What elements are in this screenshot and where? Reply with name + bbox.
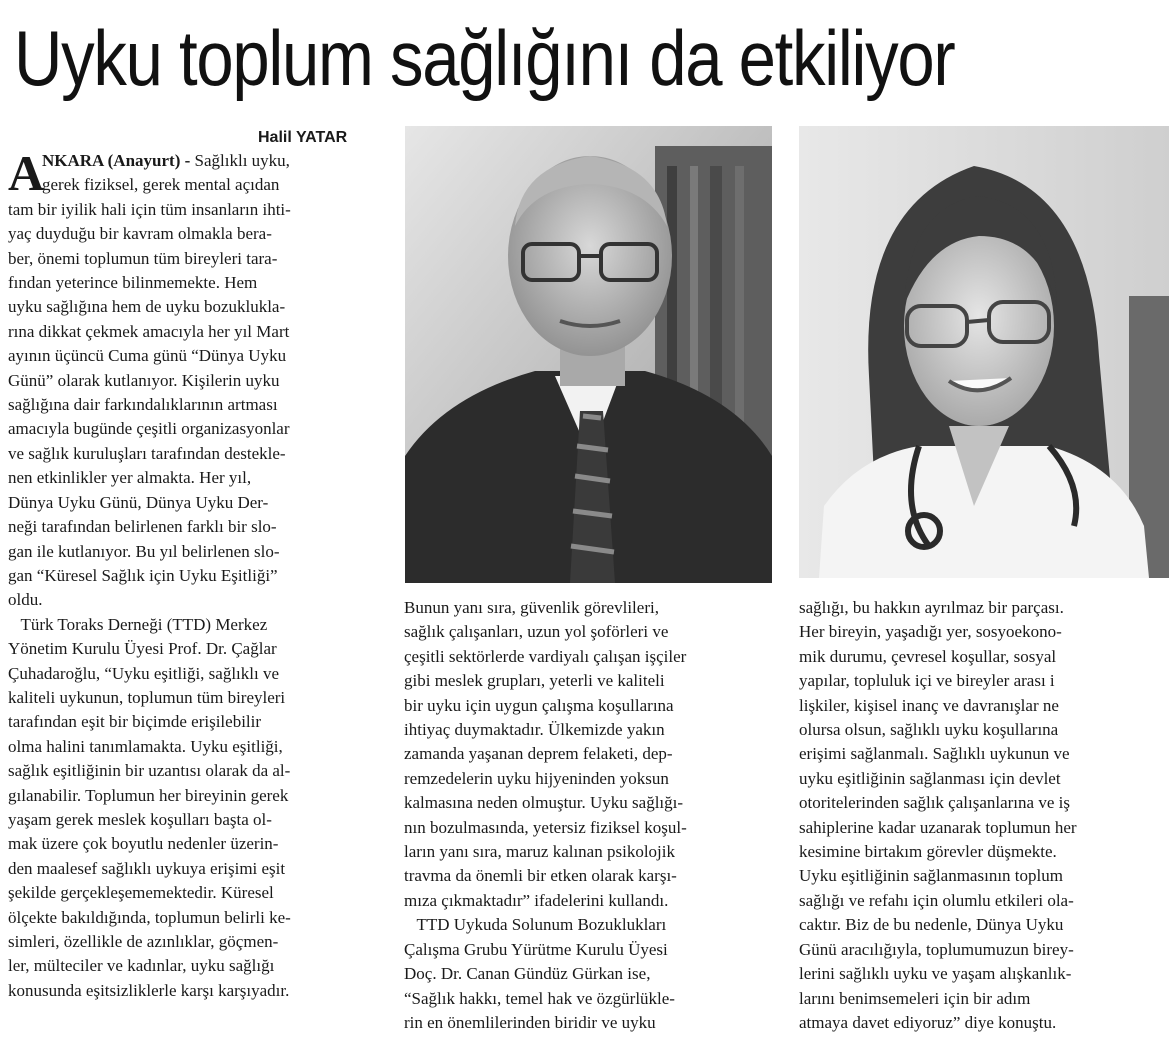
text-line: kaliteli uykunun, toplumun tüm bireyleri	[8, 687, 286, 707]
text-line: Dünya Uyku Günü, Dünya Uyku Der-	[8, 492, 269, 512]
text-line: travma da önemli bir etken olarak karşı-	[404, 866, 677, 886]
text-column-3	[799, 596, 1169, 1035]
text-line: tam bir iyilik hali için tüm insanların ihti-	[8, 199, 291, 219]
text-line: den maalesef sağlıklı uykuya erişimi eşit	[8, 858, 286, 878]
text-line: otoritelerinden sağlık çalışanlarına ve iş	[799, 793, 1070, 813]
text-column-2	[404, 596, 784, 1035]
text-line: konusunda eşitsizliklerle karşı karşıyadır.	[8, 980, 290, 1000]
text-line: caktır. Biz de bu nedenle, Dünya Uyku	[799, 915, 1064, 935]
text-line: gerek fiziksel, gerek mental açıdan	[42, 175, 280, 195]
text-line: TTD Uykuda Solunum Bozuklukları	[404, 915, 667, 935]
text-line: atmaya davet ediyoruz” diye konuştu.	[799, 1012, 1057, 1032]
text-line: ihtiyaç duymaktadır. Ülkemizde yakın	[404, 720, 665, 740]
text-line: Uyku eşitliğinin sağlanmasının toplum	[799, 866, 1063, 886]
text-line: nın bozulmasında, yetersiz fiziksel koşul-	[404, 817, 687, 837]
text-line: gibi meslek grupları, yeterli ve kaliteli	[404, 671, 665, 691]
text-line: bir uyku için uygun çalışma koşullarına	[404, 695, 674, 715]
text-line: gılanabilir. Toplumun her bireyinin gerek	[8, 785, 289, 805]
text-line: ayının üçüncü Cuma günü “Dünya Uyku	[8, 346, 287, 366]
text-line: fından yeterince bilinmemekte. Hem	[8, 273, 258, 293]
text-line: olma halini tanımlamakta. Uyku eşitliği,	[8, 736, 283, 756]
text-line: mik durumu, çevresel koşullar, sosyal	[799, 646, 1057, 666]
text-line: ber, önemi toplumun tüm bireyleri tara-	[8, 248, 278, 268]
dateline: NKARA (Anayurt) -	[42, 151, 191, 170]
text-line: lişkiler, kişisel inanç ve davranışlar ne	[799, 695, 1059, 715]
lead-line	[8, 149, 388, 173]
text-line: Türk Toraks Derneği (TTD) Merkez	[8, 614, 268, 634]
portrait-woman-illustration	[799, 126, 1169, 578]
text-line: sağlık çalışanları, uzun yol şoförleri ve	[404, 622, 669, 642]
text-line: Bunun yanı sıra, güvenlik görevlileri,	[404, 598, 659, 617]
text-line: yaç duyduğu bir kavram olmakla bera-	[8, 224, 272, 244]
text-line: lerini sağlıklı uyku ve yaşam alışkanlık-	[799, 964, 1072, 984]
text-line: uyku sağlığına hem de uyku bozuklukla-	[8, 297, 286, 317]
text-line: şekilde gerçekleşememektedir. Küresel	[8, 883, 274, 903]
portrait-man-illustration	[405, 126, 772, 583]
text-line: rin en önemlilerinden biridir ve uyku	[404, 1012, 656, 1032]
text-line: sahiplerine kadar uzanarak toplumun her	[799, 817, 1077, 837]
text-line: kesimine birtakım görevler düşmekte.	[799, 842, 1057, 862]
text-line: simleri, özellikle de azınlıklar, göçmen-	[8, 932, 279, 951]
text-line: Çalışma Grubu Yürütme Kurulu Üyesi	[404, 939, 668, 959]
text-line: mak üzere çok boyutlu nedenler üzerin-	[8, 834, 279, 854]
text-line: “Sağlık hakkı, temel hak ve özgürlükle-	[404, 988, 675, 1008]
text-line: neği tarafından belirlenen farklı bir slo-	[8, 517, 277, 537]
text-line: Sağlıklı uyku,	[194, 151, 290, 170]
text-line: ların yanı sıra, maruz kalınan psikolojik	[404, 842, 675, 862]
text-line: ler, mülteciler ve kadınlar, uyku sağlığı	[8, 956, 275, 976]
text-line: ve sağlık kuruluşları tarafından destekle-	[8, 443, 286, 463]
text-line: rına dikkat çekmek amacıyla her yıl Mart	[8, 321, 290, 341]
text-line: Çuhadaroğlu, “Uyku eşitliği, sağlıklı ve	[8, 663, 280, 683]
text-line: yapılar, topluluk içi ve bireyler arası i	[799, 671, 1055, 691]
text-column-1	[8, 145, 388, 1003]
drop-cap: A	[8, 145, 45, 201]
text-line: çeşitli sektörlerde vardiyalı çalışan işçiler	[404, 646, 687, 666]
text-line: yaşam gerek meslek koşulları başta ol-	[8, 809, 272, 829]
text-line: remzedelerin uyku hijyeninden yoksun	[404, 768, 669, 788]
text-line: kalmasına neden olmuştur. Uyku sağlığı-	[404, 793, 684, 813]
byline: Halil YATAR	[258, 129, 348, 146]
text-line: sağlığına dair farkındalıklarının artması	[8, 395, 278, 415]
text-line: sağlık eşitliğinin bir uzantısı olarak da al-	[8, 761, 291, 781]
text-line: sağlığı ve refahı için olumlu etkileri ola-	[799, 890, 1074, 910]
text-line: nen etkinlikler yer almakta. Her yıl,	[8, 468, 252, 488]
portrait-photo-man	[405, 126, 772, 583]
text-line: Günü” olarak kutlanıyor. Kişilerin uyku	[8, 370, 280, 390]
text-line: Doç. Dr. Canan Gündüz Gürkan ise,	[404, 964, 651, 984]
text-line: Yönetim Kurulu Üyesi Prof. Dr. Çağlar	[8, 639, 277, 659]
text-line: ölçekte bakıldığında, toplumun belirli ke-	[8, 907, 291, 927]
text-line: Her bireyin, yaşadığı yer, sosyoekono-	[799, 622, 1062, 642]
text-line: gan “Küresel Sağlık için Uyku Eşitliği”	[8, 565, 278, 585]
text-line: uyku eşitliğinin sağlanması için devlet	[799, 768, 1061, 788]
text-line: amacıyla bugünde çeşitli organizasyonlar	[8, 419, 290, 439]
text-line: erişimi sağlanmalı. Sağlıklı uykunun ve	[799, 744, 1070, 764]
text-line: mıza çıkmaktadır” ifadelerini kullandı.	[404, 890, 669, 910]
text-line: sağlığı, bu hakkın ayrılmaz bir parçası.	[799, 598, 1064, 617]
text-line: oldu.	[8, 590, 43, 610]
text-line: olursa olsun, sağlıklı uyku koşullarına	[799, 720, 1059, 740]
text-line: larını benimsemeleri için bir adım	[799, 988, 1031, 1008]
article-headline: Uyku toplum sağlığını da etkiliyor	[14, 14, 955, 102]
text-line: zamanda yaşanan deprem felaketi, dep-	[404, 744, 673, 764]
portrait-photo-woman	[799, 126, 1169, 578]
text-line: Günü aracılığıyla, toplumumuzun birey-	[799, 939, 1074, 959]
text-line: tarafından eşit bir biçimde erişilebilir	[8, 712, 262, 732]
text-line: gan ile kutlanıyor. Bu yıl belirlenen slo-	[8, 541, 280, 561]
